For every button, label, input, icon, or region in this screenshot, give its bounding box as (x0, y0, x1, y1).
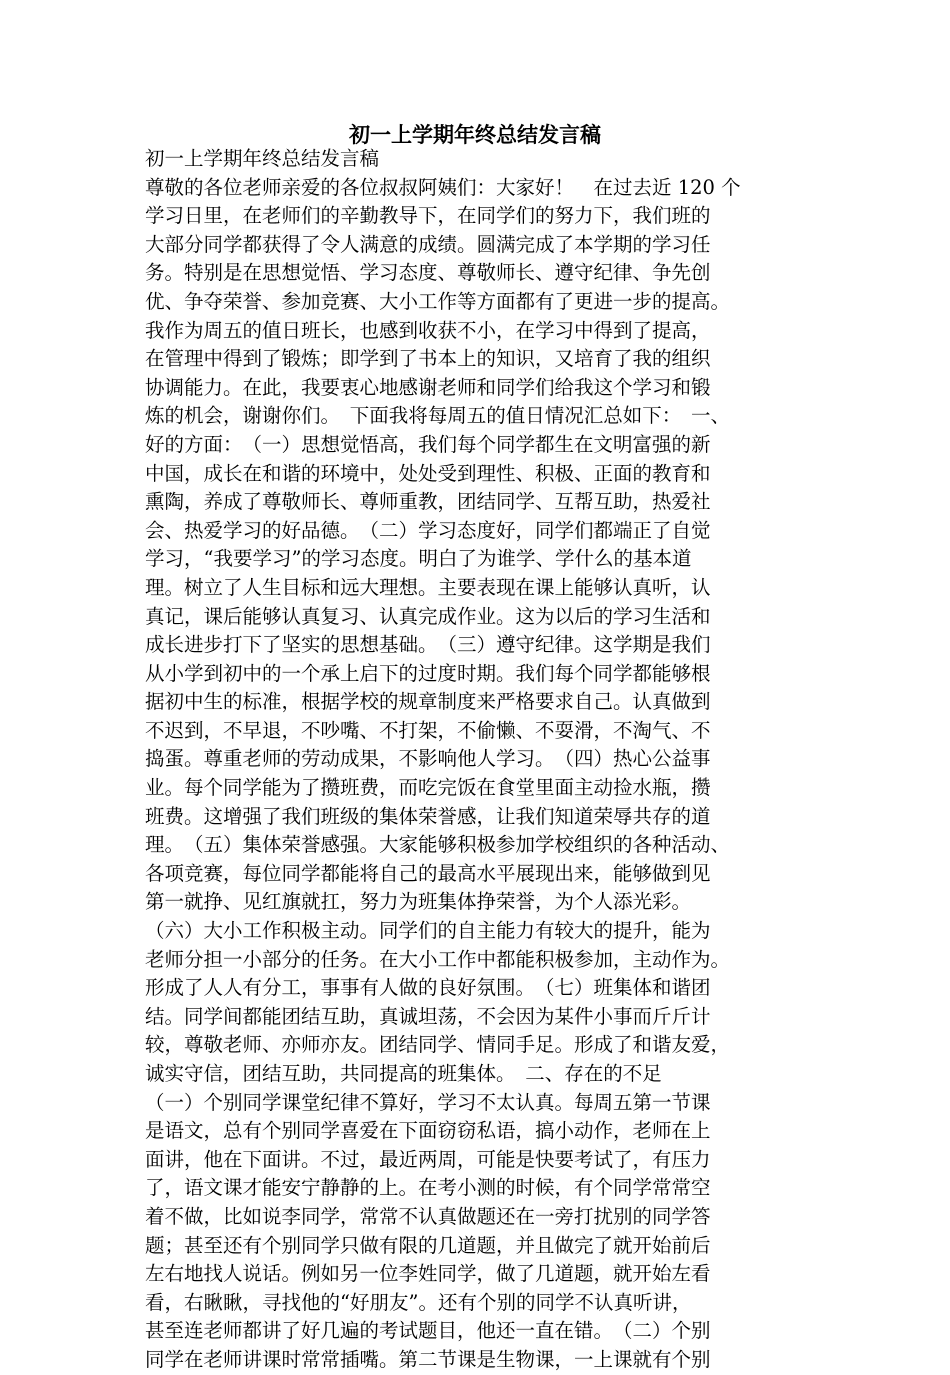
body-line: 班费。这增强了我们班级的集体荣誉感，让我们知道荣辱共存的道 (145, 804, 711, 828)
body-line: 务。特别是在思想觉悟、学习态度、尊敬师长、遵守纪律、争先创 (145, 261, 711, 285)
body-line: 学习日里，在老师们的辛勤教导下，在同学们的努力下，我们班的 (145, 204, 711, 228)
body-line: 题；甚至还有个别同学只做有限的几道题，并且做完了就开始前后 (145, 1233, 711, 1257)
body-line: 成长进步打下了坚实的思想基础。 （三）遵守纪律。这学期是我们 (145, 633, 711, 657)
body-line: 形成了人人有分工，事事有人做的良好氛围。 （七）班集体和谐团 (145, 976, 711, 1000)
body-line: 大部分同学都获得了令人满意的成绩。圆满完成了本学期的学习任 (145, 232, 711, 256)
body-line: 诚实守信，团结互助，共同提高的班集体。 二、存在的不足 (145, 1062, 662, 1085)
body-line: 熏陶，养成了尊敬师长、尊师重教，团结同学、互帮互助，热爱社 (145, 490, 711, 514)
body-line: 协调能力。在此，我要衷心地感谢老师和同学们给我这个学习和锻 (145, 375, 711, 399)
body-line: 着不做，比如说李同学，常常不认真做题还在一旁打扰别的同学答 (145, 1204, 711, 1228)
body-line: 甚至连老师都讲了好几遍的考试题目，他还一直在错。 （二）个别 (145, 1319, 711, 1343)
body-line: 中国，成长在和谐的环境中，处处受到理性、积极、正面的教育和 (145, 461, 711, 485)
body-line: 我作为周五的值日班长，也感到收获不小，在学习中得到了提高， (145, 318, 711, 342)
body-line: 在管理中得到了锻炼；即学到了书本上的知识，又培育了我的组织 (145, 347, 711, 371)
body-line: 了，语文课才能安宁静静的上。在考小测的时候，有个同学常常空 (145, 1176, 711, 1200)
body-line: 捣蛋。尊重老师的劳动成果，不影响他人学习。 （四）热心公益事 (145, 747, 711, 771)
body-line: 炼的机会，谢谢你们。 下面我将每周五的值日情况汇总如下： 一、 (145, 404, 731, 428)
body-line: 同学在老师讲课时常常插嘴。第二节课是生物课，一上课就有个别 (145, 1347, 711, 1371)
document-title: 初一上学期年终总结发言稿 (349, 122, 601, 147)
body-line: 据初中生的标准，根据学校的规章制度来严格要求自己。认真做到 (145, 690, 711, 714)
body-line: 尊敬的各位老师亲爱的各位叔叔阿姨们：大家好！ 在过去近 120 个 (145, 175, 741, 199)
body-line: 学习，“我要学习”的学习态度。明白了为谁学、学什么的基本道 (145, 547, 692, 571)
body-line: 业。每个同学能为了攒班费，而吃完饭在食堂里面主动捡水瓶，攒 (145, 776, 711, 800)
body-line: 结。同学间都能团结互助，真诚坦荡，不会因为某件小事而斤斤计 (145, 1004, 711, 1028)
body-line: 不迟到，不早退，不吵嘴、不打架，不偷懒、不耍滑，不淘气、不 (145, 718, 711, 742)
body-line: 老师分担一小部分的任务。在大小工作中都能积极参加，主动作为。 (145, 947, 731, 971)
body-line: 真记，课后能够认真复习、认真完成作业。这为以后的学习生活和 (145, 604, 711, 628)
body-line: 好的方面： （一）思想觉悟高，我们每个同学都生在文明富强的新 (145, 432, 711, 456)
body-line: 各项竞赛，每位同学都能将自己的最高水平展现出来，能够做到见 (145, 861, 711, 885)
body-line: 较，尊敬老师、亦师亦友。团结同学、情同手足。形成了和谐友爱， (145, 1033, 731, 1057)
body-line: 理。 （五）集体荣誉感强。大家能够积极参加学校组织的各种活动、 (145, 833, 731, 857)
body-line: 会、热爱学习的好品德。 （二）学习态度好，同学们都端正了自觉 (145, 518, 711, 542)
document-body (145, 145, 825, 1375)
body-line: 从小学到初中的一个承上启下的过度时期。我们每个同学都能够根 (145, 661, 711, 685)
body-line: 优、争夺荣誉、参加竞赛、大小工作等方面都有了更进一步的提高。 (145, 289, 731, 313)
body-line: 看，右瞅瞅，寻找他的“好朋友”。还有个别的同学不认真听讲， (145, 1290, 692, 1314)
body-line: 理。树立了人生目标和远大理想。主要表现在课上能够认真听，认 (145, 575, 711, 599)
body-line: 第一就挣、见红旗就扛，努力为班集体挣荣誉，为个人添光彩。 (145, 890, 692, 914)
body-line: 面讲，他在下面讲。不过，最近两周，可能是快要考试了，有压力 (145, 1147, 711, 1171)
body-line: （六）大小工作积极主动。同学们的自主能力有较大的提升，能为 (145, 919, 711, 943)
body-line: 左右地找人说话。例如另一位李姓同学，做了几道题，就开始左看 (145, 1262, 711, 1286)
body-line: 是语文，总有个别同学喜爱在下面窃窃私语，搞小动作，老师在上 (145, 1119, 711, 1143)
body-line: （一）个别同学课堂纪律不算好，学习不太认真。每周五第一节课 (145, 1090, 711, 1114)
body-line: 初一上学期年终总结发言稿 (145, 147, 380, 170)
